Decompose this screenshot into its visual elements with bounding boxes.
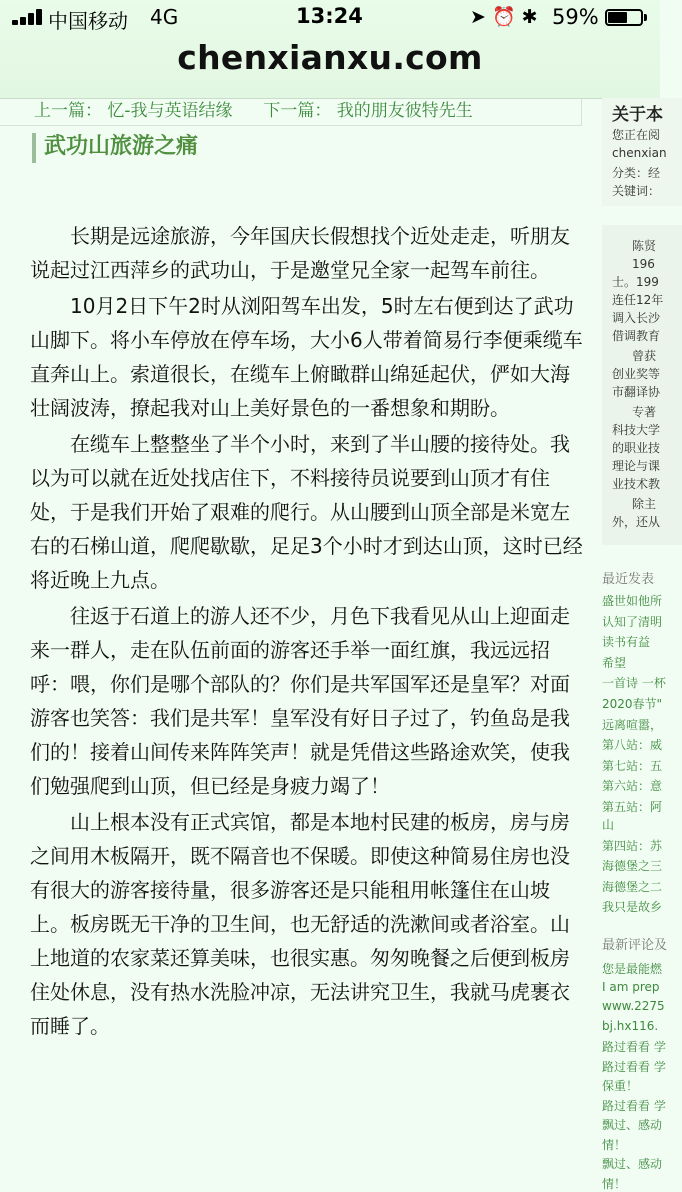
recent-post-link[interactable]: 第五站：阿 [602,800,663,814]
about-line[interactable]: 分类：经 [612,166,661,180]
recent-post-link[interactable]: 第六站：意 [602,779,663,794]
bio-line: 业技术教 [612,477,661,491]
about-line: 您正在阅 [612,128,661,142]
about-line: 关键词： [612,184,661,198]
recent-post-link[interactable]: 一首诗 一杯 [602,676,666,691]
article-paragraph: 10月2日下午2时从浏阳驾车出发，5时左右便到达了武功山脚下。将小车停放在停车场，大小6人带着简易行李便乘缆车直奔山上。索道很长，在缆车上俯瞰群山绵延起伏，俨如大海壮阔波涛，撩起我对山上美好景色的一番想象和期盼。 [30,294,583,420]
recent-comment-link[interactable]: 路过看看 学 [602,1098,666,1113]
recent-comment-link[interactable]: 您是最能燃 [602,962,663,976]
recent-comment-link[interactable]: I am prep [602,979,660,994]
about-line: chenxian [612,146,667,160]
article-body [30,219,586,1045]
recent-post-link[interactable]: 第八站：威 [602,738,663,753]
bio-line: 的职业技 [612,441,661,455]
prev-post-label: 上一篇： [34,101,102,121]
recent-comment-link[interactable]: 情！ [602,1176,627,1191]
article-paragraph: 长期是远途旅游，今年国庆长假想找个近处走走，听朋友说起过江西萍乡的武功山，于是邀堂兄全家一起驾车前往。 [30,224,570,282]
recent-comment-link[interactable]: 飘过、感动 [602,1118,663,1132]
browser-chrome [0,0,660,99]
recent-post-link[interactable]: 2020春节" [602,697,663,711]
bio-line: 除主 [632,497,657,511]
recent-comment-link[interactable]: 路过看看 学 [602,1059,666,1074]
recent-post-link[interactable]: 海德堡之二 [602,879,663,894]
bio-line: 士。199 [612,275,659,289]
recent-post-link[interactable]: 我只是故乡 [602,900,663,915]
battery-icon [605,9,643,26]
recent-comment-link[interactable]: bj.hx116. [602,1018,659,1033]
bio-line: 理论与课 [612,459,661,473]
article-paragraph: 往返于石道上的游人还不少，月色下我看见从山上迎面走来一群人，走在队伍前面的游客还手举一面红旗，我远远招呼：喂，你们是哪个部队的？你们是共军国军还是皇军？对面游客也笑答：我们是共军！皇军没有好日子过了，钓鱼岛是我们的！接着山间传来阵阵笑声！就是凭借这些路途欢笑，使我们勉强爬到山顶，但已经是身疲力竭了！ [30,604,570,798]
clock: 13:24 [296,4,363,28]
post-title: 武功山旅游之痛 [32,133,584,163]
bio-line: 调入长沙 [612,311,661,325]
status-icons: ➤ ⏰ ✱ [470,6,538,28]
battery-fill [608,12,627,23]
bio-line: 连任12年 [612,293,664,307]
recent-comments-heading: 最新评论及 [602,938,668,953]
recent-post-link[interactable]: 第七站：五 [602,758,663,773]
status-bar [0,0,660,36]
bio-line: 陈贤 [632,239,657,253]
recent-comment-link[interactable]: 情！ [602,1137,627,1152]
next-post-link[interactable]: 我的朋友彼特先生 [336,101,473,121]
bio-line: 专著 [632,405,657,419]
network-type: 4G [150,5,179,29]
main-content [0,98,600,1174]
next-post-label: 下一篇： [263,101,332,121]
bio-line: 196 [632,257,655,271]
recent-post-link[interactable]: 山 [602,818,615,832]
bio-line: 市翻译协 [612,385,661,399]
article-paragraph: 在缆车上整整坐了半个小时，来到了半山腰的接待处。我以为可以就在近处找店住下，不料接待员说要到山顶才有住处，于是我们开始了艰难的爬行。从山腰到山顶全部是米宽左右的石梯山道，爬爬歇歇，足足3个小时才到达山顶，这时已经将近晚上九点。 [30,432,583,592]
recent-post-link[interactable]: 读书有益 [602,635,651,650]
recent-posts-heading: 最近发表 [602,572,655,587]
recent-comment-link[interactable]: 路过看看 学 [602,1040,666,1054]
recent-post-link[interactable]: 盛世如他所 [602,594,663,608]
recent-post-link[interactable]: 远离喧嚣， [602,717,663,732]
recent-comment-link[interactable]: 飘过、感动 [602,1157,663,1171]
article-paragraph: 山上根本没有正式宾馆，都是本地村民建的板房，房与房之间用木板隔开，既不隔音也不保暖。即使这种简易住房也没有很大的游客接待量，很多游客还是只能租用帐篷住在山坡上。板房既无干净的卫生间，也无舒适的洗漱间或者浴室。山上地道的农家菜还算美味，也很实惠。匆匆晚餐之后便到板房住处休息，没有热水洗脸冲凉，无法讲究卫生，我就马虎裹衣而睡了。 [30,810,570,1038]
signal-icon [12,9,46,25]
recent-post-link[interactable]: 第四站：苏 [602,838,663,853]
battery-tip [644,14,647,21]
carrier-label: 中国移动 [48,9,128,33]
bio-line: 创业奖等 [612,367,661,381]
recent-post-link[interactable]: 认知了清明 [602,614,663,629]
prev-post-link[interactable]: 忆-我与英语结缘 [107,101,233,121]
sidebar [600,98,668,1191]
recent-post-link[interactable]: 希望 [602,655,627,670]
bio-line: 科技大学 [612,423,661,437]
about-title: 关于本 [612,105,663,125]
bio-line: 借调教育 [612,329,661,343]
about-box [602,98,682,206]
bio-line: 曾获 [632,349,657,363]
recent-comment-link[interactable]: 保重！ [602,1079,639,1093]
recent-comment-link[interactable]: www.2275 [602,999,665,1013]
bio-box [602,225,682,545]
address-bar[interactable]: chenxianxu.com [177,38,483,77]
recent-post-link[interactable]: 海德堡之三 [602,859,663,874]
bio-line: 外，还从 [612,515,661,529]
battery-percent: 59% [552,5,599,29]
post-navigation [0,98,582,126]
